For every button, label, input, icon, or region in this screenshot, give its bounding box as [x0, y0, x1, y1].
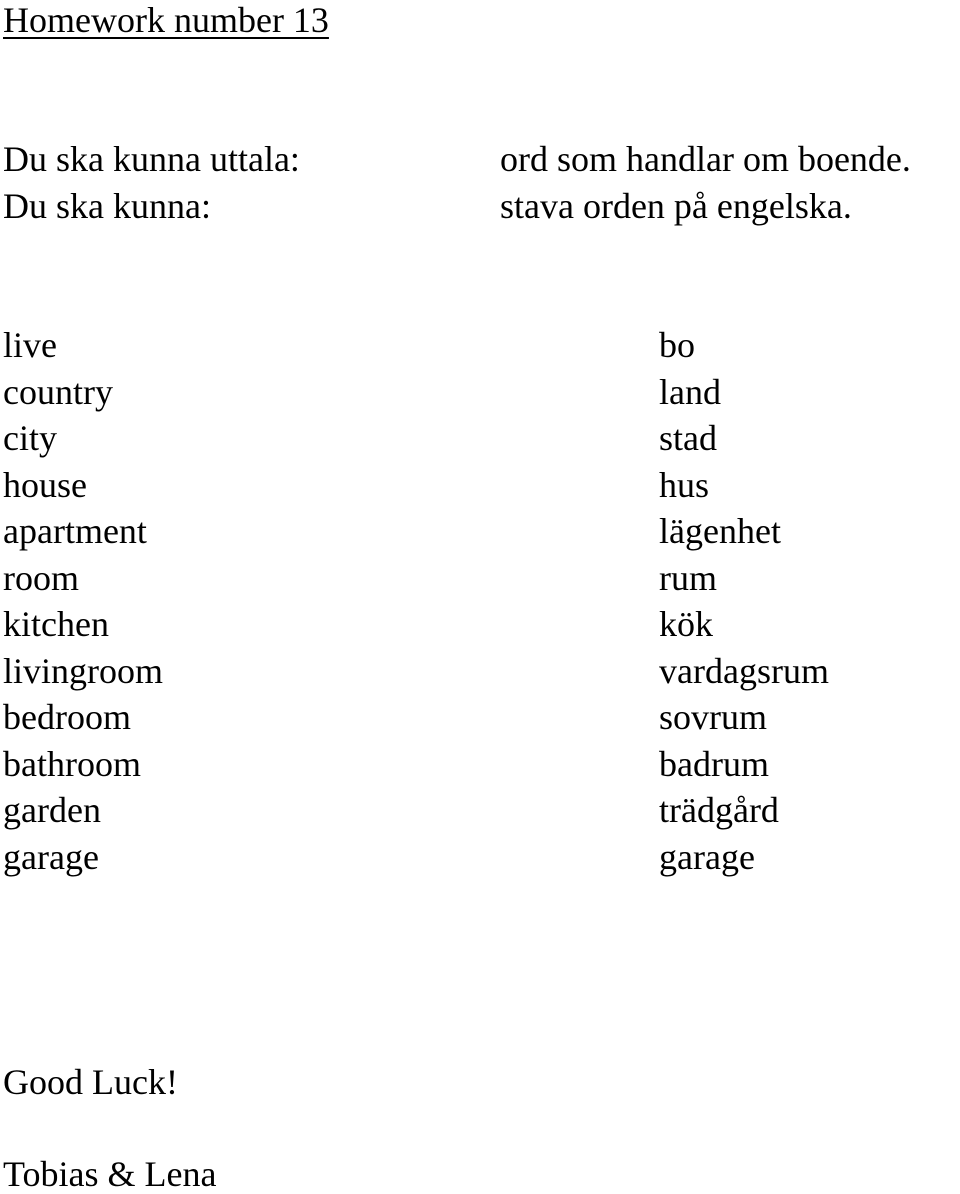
instruction-label: Du ska kunna: [3, 186, 211, 226]
vocabulary-row [3, 699, 953, 746]
swedish-word: stad [659, 418, 717, 458]
vocabulary-row [3, 836, 953, 886]
signature-text: Tobias & Lena [3, 1154, 217, 1194]
swedish-word: land [659, 371, 721, 412]
vocabulary-row [3, 371, 953, 421]
instruction-value: ord som handlar om boende. [500, 139, 911, 179]
instruction-label: Du ska kunna uttala: [3, 139, 300, 179]
swedish-word: trädgård [659, 790, 779, 830]
page-title: Homework number 13 [3, 0, 329, 40]
vocabulary-row [3, 420, 953, 467]
swedish-word: bo [659, 325, 695, 365]
swedish-word: lägenhet [659, 511, 781, 551]
vocabulary-row [3, 792, 953, 839]
swedish-word: badrum [659, 743, 769, 784]
english-word: live [3, 325, 57, 365]
swedish-word: kök [659, 604, 713, 644]
english-word: bathroom [3, 743, 141, 784]
closing-text: Good Luck! [3, 1062, 178, 1102]
english-word: kitchen [3, 604, 109, 644]
swedish-word: garage [659, 836, 755, 877]
english-word: house [3, 464, 87, 505]
swedish-word: rum [659, 557, 717, 598]
vocabulary-row [3, 464, 953, 514]
english-word: livingroom [3, 650, 163, 691]
instruction-value: stava orden på engelska. [500, 186, 852, 226]
vocabulary-row [3, 743, 953, 793]
vocabulary-list [3, 327, 953, 885]
vocabulary-row [3, 650, 953, 700]
swedish-word: sovrum [659, 697, 767, 737]
english-word: garden [3, 790, 101, 830]
english-word: bedroom [3, 697, 131, 737]
vocabulary-row [3, 513, 953, 560]
english-word: country [3, 371, 113, 412]
swedish-word: vardagsrum [659, 650, 829, 691]
english-word: garage [3, 836, 99, 877]
vocabulary-row [3, 606, 953, 653]
vocabulary-row [3, 557, 953, 607]
vocabulary-row [3, 327, 953, 374]
english-word: apartment [3, 511, 147, 551]
swedish-word: hus [659, 464, 710, 505]
english-word: room [3, 557, 79, 598]
english-word: city [3, 418, 57, 458]
